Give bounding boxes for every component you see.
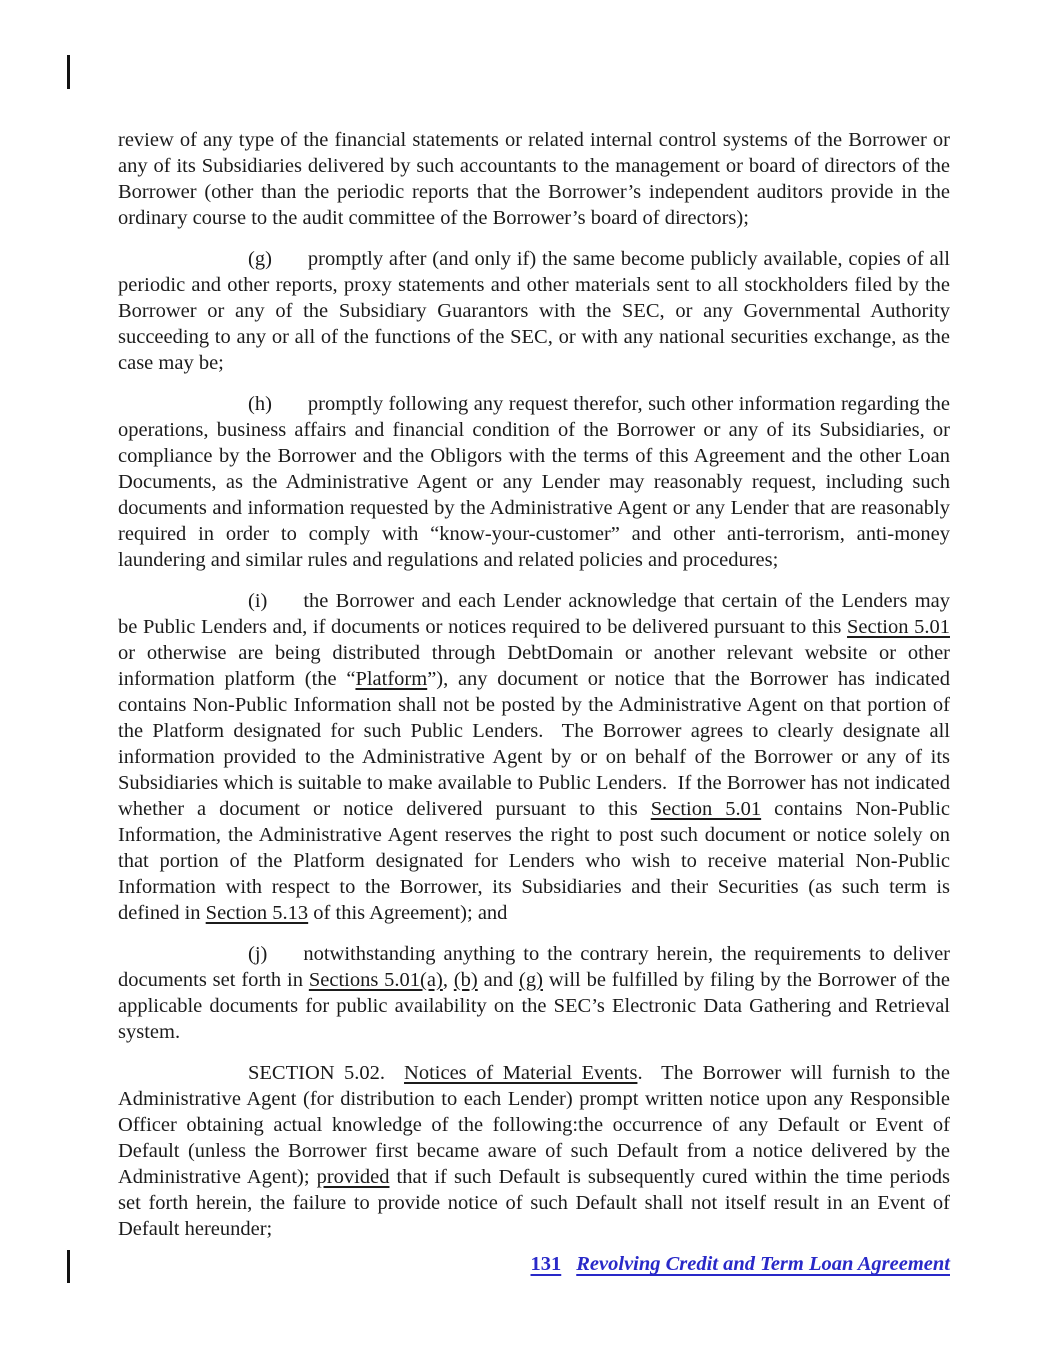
underlined-text-run: Sections 5.01(a) — [308, 969, 443, 991]
underlined-text-run: Section 5.01 — [847, 616, 950, 638]
text-run: promptly after (and only if) the same become publicly available, copies of all periodic and other reports, proxy statements and other materials sent to all stockholders filed by the Borrower or any of the Subsidiary Guarantors with the SEC, or any Governmental Authority succeeding to any or all of the functions of the SEC, or with any national securities exchange, as the case may be; — [118, 248, 950, 374]
text-run: and — [477, 969, 520, 991]
text-run: review of any type of the financial statements or related internal control systems of the Borrower or any of its Subsidiaries delivered by such accountants to the management or board of directors of the Borrower (other than the periodic reports that the Borrower’s independent auditors provide in the ordinary course to the audit committee of the Borrower’s board of directors); — [118, 129, 950, 229]
document-body — [118, 127, 950, 1257]
text-run: contains Non-Public Information, the Administrative Agent reserves the right to post such document or notice solely on that portion of the Platform designated for Lenders who wish to receive material Non-Public Information with respect to the Borrower, its Subsidiaries and their Securities (as such term is defined in — [118, 798, 951, 924]
text-run: will be fulfilled by filing by the Borrower of the applicable documents for public availability on the SEC’s Electronic Data Gathering and Retrieval system. — [118, 969, 950, 1043]
underlined-text-run: (b) — [453, 969, 478, 991]
underlined-text-run: Section 5.01 — [650, 798, 762, 820]
text-run: of this Agreement); and — [308, 902, 508, 924]
text-run: (j) — [248, 943, 268, 965]
footer-title-link[interactable]: Revolving Credit and Term Loan Agreement — [576, 1253, 950, 1275]
text-run: . The Borrower will furnish to the Administrative Agent (for distribution to each Lender) prompt written notice upon any Responsible Officer obtaining actual knowledge of the following:the occurrence of any Default or Event of Default (unless the Borrower first became aware of such Default from a notice delivered by the Administrative Agent); — [118, 1062, 951, 1188]
text-run: promptly following any request therefor, such other information regarding the operations, business affairs and financial condition of the Borrower or any of its Subsidiaries, or compliance by the Borrower and the Obligors with the terms of this Agreement and the other Loan Documents, as the Administrative Agent or any Lender may reasonably request, including such documents and information requested by the Administrative Agent or any Lender that are reasonably required in order to comply with “know-your-customer” and other anti-terrorism, anti-money laundering and similar rules and regulations and related policies and procedures; — [118, 393, 950, 571]
paragraph-clause-j — [118, 941, 950, 1045]
underlined-text-run: Section 5.13 — [205, 902, 309, 924]
page-footer — [531, 1251, 951, 1277]
text-run: or otherwise are being distributed through DebtDomain or another relevant website or other information platform (the “ — [118, 642, 950, 690]
text-run: the Borrower and each Lender acknowledge that certain of the Lenders may be Public Lenders and, if documents or notices required to be delivered pursuant to this — [118, 590, 950, 638]
change-bar-top — [67, 55, 70, 89]
underlined-text-run: (g) — [519, 969, 543, 991]
paragraph-clause-g — [118, 246, 950, 376]
paragraph-intro — [118, 127, 950, 231]
paragraph-clause-h — [118, 391, 950, 573]
page-number-link[interactable]: 131 — [530, 1253, 562, 1275]
text-run: , — [442, 969, 454, 991]
text-run: that if such Default is subsequently cured within the time periods set forth herein, the failure to provide notice of such Default shall not itself result in an Event of Default hereunder; — [118, 1166, 950, 1240]
text-run: (h) — [248, 393, 272, 415]
text-run: SECTION 5.02. — [248, 1062, 405, 1084]
text-run: (i) — [248, 590, 268, 612]
paragraph-section-5-02 — [118, 1060, 950, 1242]
underlined-text-run: Platform — [355, 668, 428, 690]
text-run: ”), any document or notice that the Borrower has indicated contains Non-Public Information shall not be posted by the Administrative Agent on that portion of the Platform designated for such Public Lenders. The Borrower agrees to clearly designate all information provided to the Administrative Agent by or on behalf of the Borrower or any of its Subsidiaries which is suitable to make available to Public Lenders. If the Borrower has not indicated whether a document or notice delivered pursuant to this — [118, 668, 950, 820]
text-run: (g) — [248, 248, 272, 270]
change-bar-bottom — [67, 1250, 70, 1283]
underlined-text-run: Notices of Material Events — [404, 1062, 638, 1084]
paragraph-clause-i — [118, 588, 950, 926]
text-run: notwithstanding anything to the contrary herein, the requirements to deliver documents set forth in — [118, 943, 950, 991]
underlined-text-run: provided — [316, 1166, 390, 1188]
